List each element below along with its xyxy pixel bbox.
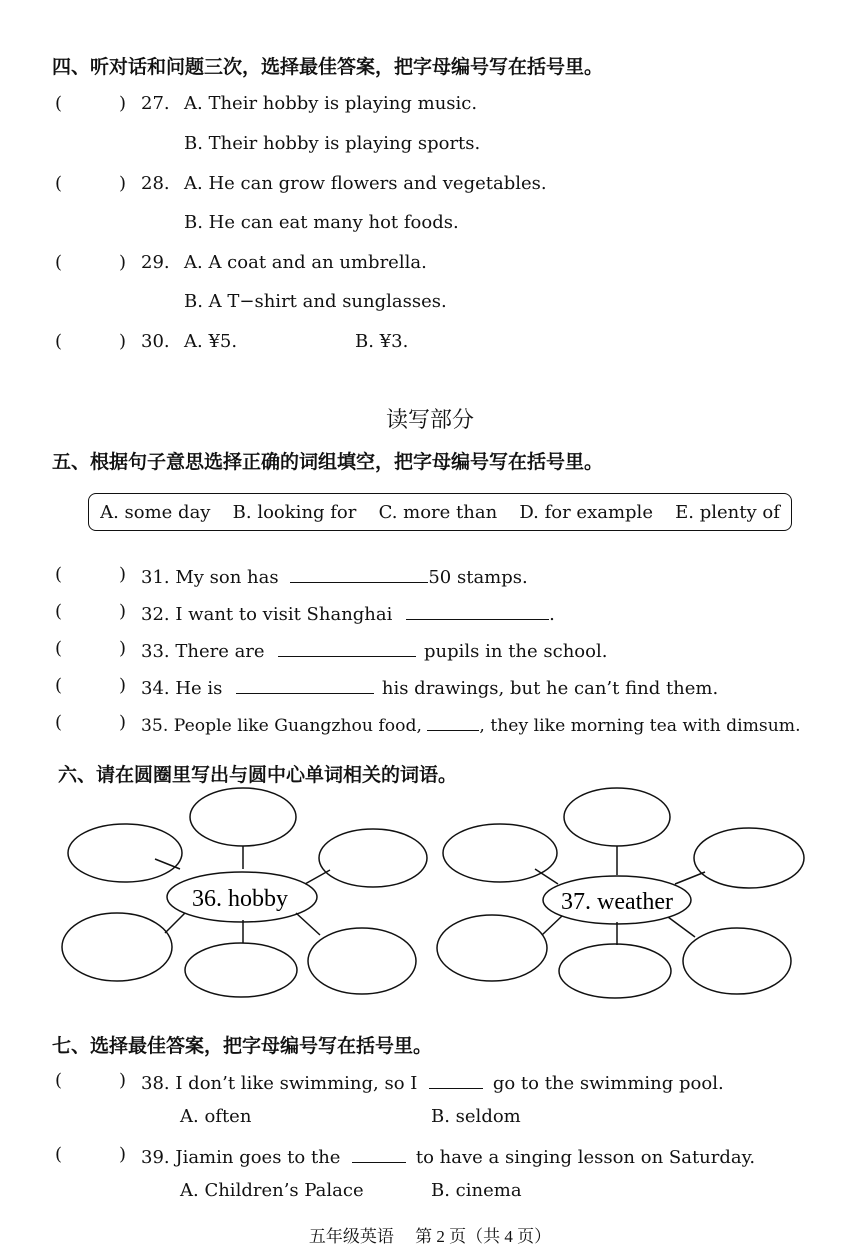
answer-paren-close: ) — [119, 1070, 127, 1091]
blank-bubble[interactable] — [443, 824, 557, 882]
question-text: . — [549, 604, 555, 625]
connector-line — [296, 913, 320, 935]
word-option: E. plenty of — [675, 501, 780, 523]
connector-line — [535, 869, 558, 884]
blank-bubble[interactable] — [308, 928, 416, 994]
option-b: B. He can eat many hot foods. — [184, 212, 459, 233]
question-31 — [141, 564, 528, 588]
fill-blank — [429, 1070, 483, 1089]
answer-paren-open: ( — [55, 564, 63, 585]
answer-paren-open: ( — [55, 601, 63, 622]
question-text: 33. There are — [141, 641, 271, 662]
blank-bubble[interactable] — [694, 828, 804, 888]
fill-blank — [236, 675, 374, 694]
blank-bubble[interactable] — [564, 788, 670, 846]
answer-paren-close: ) — [119, 173, 127, 194]
question-34 — [141, 675, 718, 699]
fill-blank — [406, 601, 549, 620]
section-7-title: 七、选择最佳答案，把字母编号写在括号里。 — [52, 1035, 433, 1057]
answer-paren-open: ( — [55, 93, 63, 114]
blank-bubble[interactable] — [62, 913, 172, 981]
question-text: his drawings, but he can’t find them. — [376, 678, 719, 699]
word-option: A. some day — [100, 501, 211, 523]
answer-paren-open: ( — [55, 638, 63, 659]
answer-paren-close: ) — [119, 638, 127, 659]
section-5-title: 五、根据句子意思选择正确的词组填空，把字母编号写在括号里。 — [52, 451, 604, 473]
option-a: A. A coat and an umbrella. — [184, 252, 427, 273]
blank-bubble[interactable] — [437, 915, 547, 981]
answer-paren-close: ) — [119, 93, 127, 114]
mind-maps — [0, 780, 860, 1010]
question-text: 50 stamps. — [428, 567, 528, 588]
answer-paren-open: ( — [55, 1070, 63, 1091]
question-text: pupils in the school. — [418, 641, 608, 662]
question-33 — [141, 638, 607, 662]
section-4-title: 四、听对话和问题三次，选择最佳答案，把字母编号写在括号里。 — [52, 56, 604, 78]
question-text: 31. My son has — [141, 567, 285, 588]
answer-paren-close: ) — [119, 1144, 127, 1165]
question-number: 27. — [141, 93, 170, 114]
answer-paren-open: ( — [55, 331, 63, 352]
word-option: B. looking for — [232, 501, 357, 523]
connector-line — [155, 859, 180, 869]
question-32 — [141, 601, 555, 625]
fill-blank — [427, 712, 479, 731]
answer-paren-close: ) — [119, 712, 127, 733]
answer-paren-open: ( — [55, 1144, 63, 1165]
option-b: B. cinema — [431, 1180, 522, 1201]
option-a: A. often — [180, 1106, 252, 1127]
connector-line — [668, 917, 695, 937]
question-text: 39. Jiamin goes to the — [141, 1147, 347, 1168]
page-footer: 五年级英语 第 2 页（共 4 页） — [308, 1227, 552, 1246]
option-b: B. ¥3. — [355, 331, 409, 352]
blank-bubble[interactable] — [68, 824, 182, 882]
option-a: A. He can grow flowers and vegetables. — [184, 173, 547, 194]
word-option: C. more than — [378, 501, 498, 523]
question-39 — [141, 1144, 755, 1168]
answer-paren-close: ) — [119, 564, 127, 585]
answer-paren-open: ( — [55, 675, 63, 696]
answer-paren-close: ) — [119, 601, 127, 622]
question-text: go to the swimming pool. — [487, 1073, 724, 1094]
answer-paren-close: ) — [119, 675, 127, 696]
fill-blank — [278, 638, 416, 657]
connector-line — [675, 872, 705, 884]
blank-bubble[interactable] — [190, 788, 296, 846]
option-b: B. A T−shirt and sunglasses. — [184, 291, 447, 312]
question-text: 32. I want to visit Shanghai — [141, 604, 399, 625]
question-number: 29. — [141, 252, 170, 273]
part-title: 读写部分 — [385, 408, 474, 433]
answer-paren-open: ( — [55, 712, 63, 733]
map2-center-word: 37. weather — [561, 889, 673, 915]
blank-bubble[interactable] — [185, 943, 297, 997]
blank-bubble[interactable] — [683, 928, 791, 994]
fill-blank — [290, 564, 428, 583]
word-option: D. for example — [519, 501, 653, 523]
question-text: 34. He is — [141, 678, 229, 699]
answer-paren-close: ) — [119, 252, 127, 273]
option-a: A. Children’s Palace — [180, 1180, 364, 1201]
word-bank-box — [88, 493, 792, 531]
option-b: B. seldom — [431, 1106, 521, 1127]
question-text: 35. People like Guangzhou food, — [141, 716, 428, 736]
option-a: A. Their hobby is playing music. — [184, 93, 478, 114]
question-number: 28. — [141, 173, 170, 194]
option-a: A. ¥5. — [184, 331, 238, 352]
map1-center-word: 36. hobby — [192, 886, 288, 912]
question-38 — [141, 1070, 724, 1094]
question-35 — [141, 712, 801, 736]
answer-paren-open: ( — [55, 252, 63, 273]
connector-line — [165, 913, 185, 933]
question-text: , they like morning tea with dimsum. — [479, 716, 801, 736]
fill-blank — [352, 1144, 406, 1163]
answer-paren-close: ) — [119, 331, 127, 352]
question-text: 38. I don’t like swimming, so I — [141, 1073, 424, 1094]
connector-line — [542, 916, 562, 935]
question-number: 30. — [141, 331, 170, 352]
blank-bubble[interactable] — [559, 944, 671, 998]
answer-paren-open: ( — [55, 173, 63, 194]
blank-bubble[interactable] — [319, 829, 427, 887]
section-6-title: 六、请在圆圈里写出与圆中心单词相关的词语。 — [58, 764, 458, 786]
question-text: to have a singing lesson on Saturday. — [410, 1147, 756, 1168]
option-b: B. Their hobby is playing sports. — [184, 133, 481, 154]
